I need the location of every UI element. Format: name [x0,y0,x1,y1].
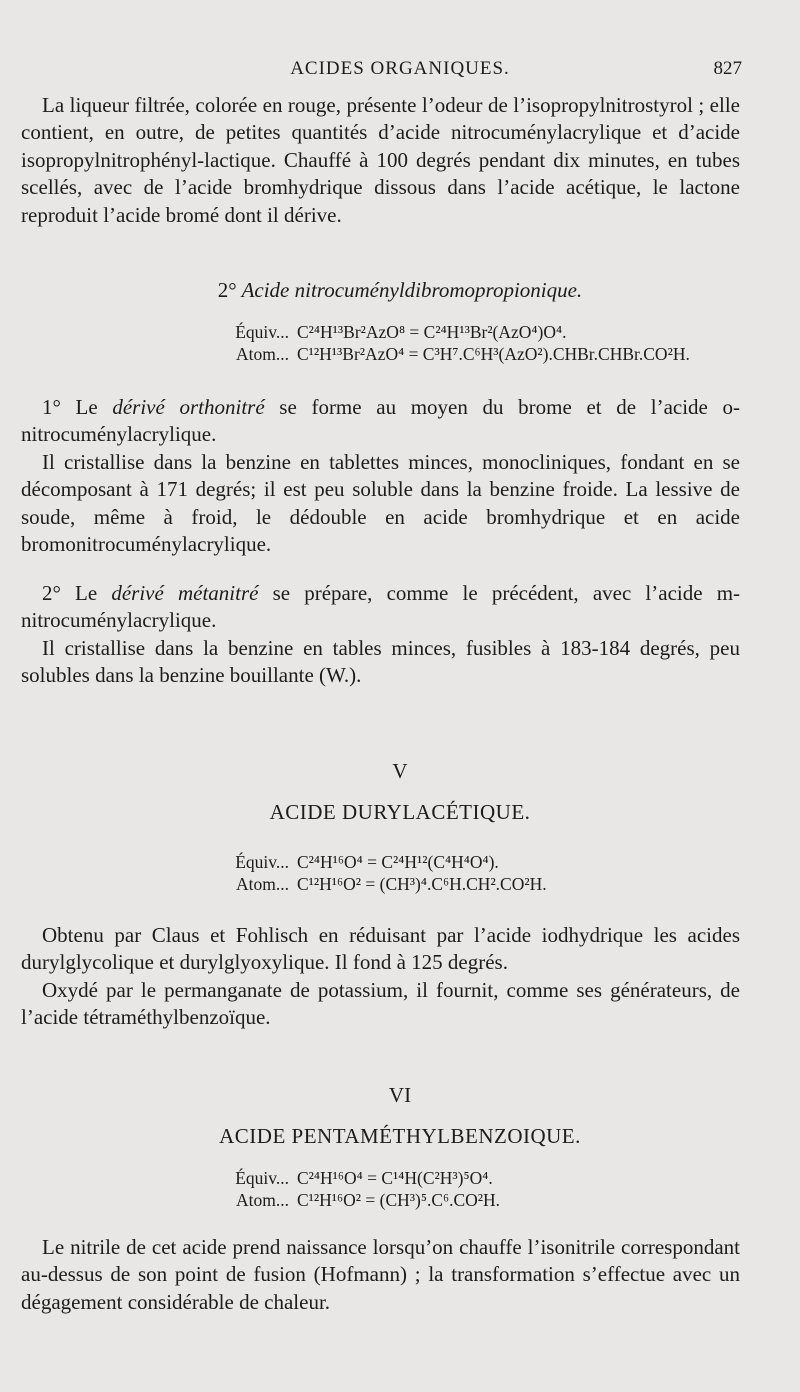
equiv-label: Équiv... [235,322,289,342]
italic-term: dérivé métanitré [111,581,259,605]
paragraph-text: Il cristallise dans la benzine en tables minces, fusibles à 183-184 degrés, peu solubles dans la benzine bouillante (W.). [21,635,740,688]
running-header [0,58,800,86]
equiv-formula: C²⁴H¹⁶O⁴ = C²⁴H¹²(C⁴H⁴O⁴). [297,852,499,872]
text-run: se prépare, comme le précédent, avec l’acide m-nitrocuménylacrylique. [21,581,741,633]
paragraph-intro [21,92,740,229]
formula-block-2 [213,851,547,895]
atom-label: Atom... [236,1190,289,1210]
section-heading-6: ACIDE PENTAMÉTHYLBENZOIQUE. [219,1124,581,1148]
running-title: ACIDES ORGANIQUES. [290,58,510,79]
paragraph-text: Il cristallise dans la benzine en tablettes minces, monocliniques, fondant en se décomposant à 171 degrés; il est peu soluble dans la benzine froide. La lessive de soude, même à froid, le dédouble en acide bromhydrique et en acide bromonitrocuménylacrylique. [21,449,740,557]
formula-block-1 [213,321,690,365]
paragraph-text: Le nitrile de cet acide prend naissance lorsqu’on chauffe l’isonitrile correspondant au-dessus de son point de fusion (Hofmann) ; la transformation s’effectue avec un dégagement considérable de chaleur. [21,1235,740,1314]
paragraph-meta [21,580,740,690]
paragraph-text [21,394,740,449]
text-run: 2° Le [42,581,112,605]
page-number: 827 [713,58,742,79]
section-heading-5: ACIDE DURYLACÉTIQUE. [269,800,531,824]
equiv-formula: C²⁴H¹⁶O⁴ = C¹⁴H(C²H³)⁵O⁴. [297,1168,493,1188]
atom-label: Atom... [236,344,289,364]
paragraph-durylacetique [21,922,740,1032]
text-run: se forme au moyen du brome et de l’acide o-nitrocuménylacrylique. [21,395,741,447]
section-number: 2° [217,278,237,302]
atom-label: Atom... [236,874,289,894]
section-number-6: VI [388,1083,412,1107]
atom-formula: C¹²H¹⁶O² = (CH³)⁴.C⁶H.CH².CO²H. [297,874,547,894]
equiv-label: Équiv... [235,852,289,872]
atom-formula: C¹²H¹³Br²AzO⁴ = C³H⁷.C⁶H³(AzO²).CHBr.CHBr.CO²H. [297,344,690,364]
section-heading-2 [0,278,800,303]
italic-term: dérivé orthonitré [112,395,265,419]
paragraph-text: Oxydé par le permanganate de potassium, il fournit, comme ses générateurs, de l’acide tétraméthylbenzoïque. [21,977,740,1030]
paragraph-text: Obtenu par Claus et Fohlisch en réduisant par l’acide iodhydrique les acides durylglycolique et durylglyoxylique. Il fond à 125 degrés. [21,923,740,975]
paragraph-text: La liqueur filtrée, colorée en rouge, présente l’odeur de l’isopropylnitrostyrol ; elle contient, en outre, de petites quantités d’acide nitrocuménylacrylique et d’acide isopropylnitrophényl-lactique. Chauffé à 100 degrés pendant dix minutes, en tubes scellés, avec de l’acide bromhydrique dissous dans l’acide acétique, le lactone reproduit l’acide bromé dont il dérive. [21,93,740,227]
equiv-formula: C²⁴H¹³Br²AzO⁸ = C²⁴H¹³Br²(AzO⁴)O⁴. [297,322,567,342]
formula-block-3 [213,1167,500,1211]
paragraph-pentamethyl [21,1234,740,1316]
atom-formula: C¹²H¹⁶O² = (CH³)⁵.C⁶.CO²H. [297,1190,501,1210]
text-run: 1° Le [42,395,113,419]
paragraph-text [21,580,740,635]
paragraph-ortho [21,394,740,558]
section-name: Acide nitrocuményldibromopropionique. [241,278,583,302]
section-number-5: V [392,759,408,783]
equiv-label: Équiv... [235,1168,289,1188]
